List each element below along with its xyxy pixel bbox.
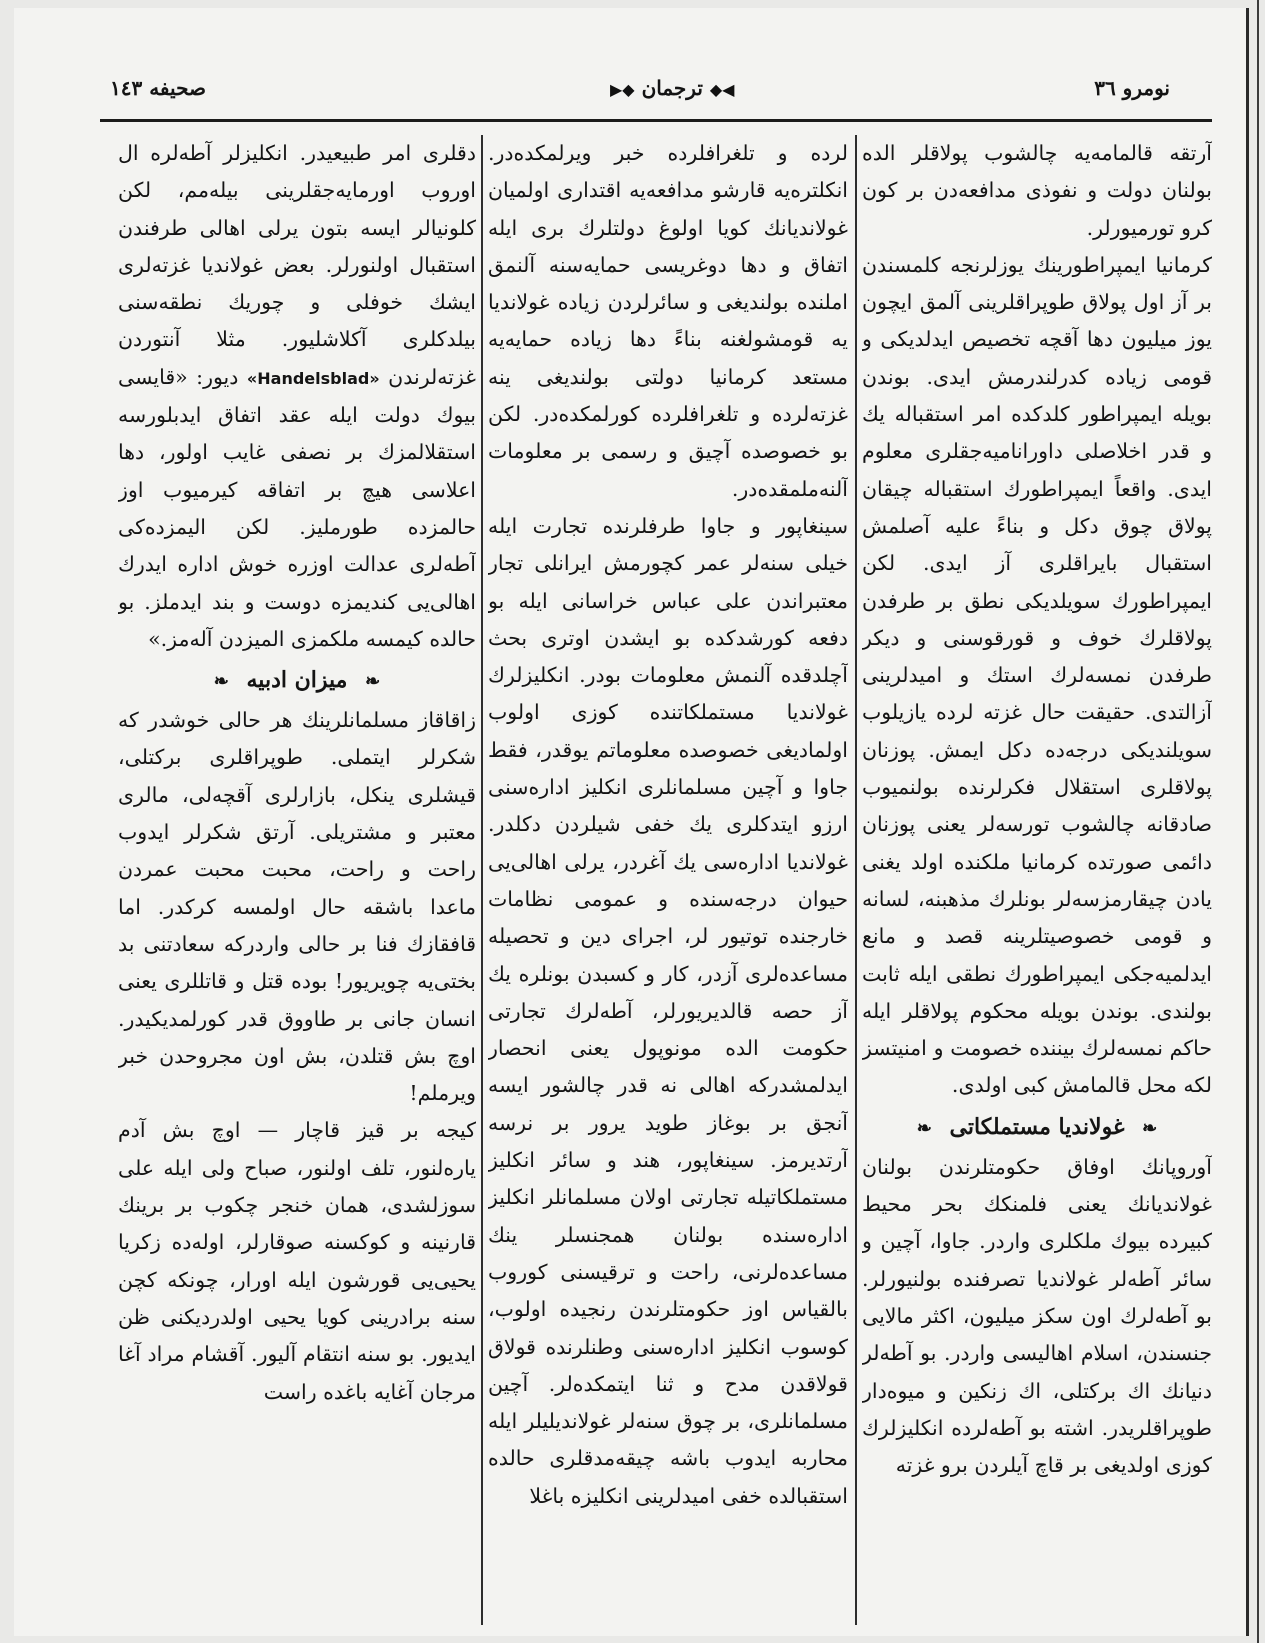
- article-text: ديور: «قايسى بيوك دولت ايله عقد اتفاق ايدبلورسه استقلالمزك بر نصفى غايب اولور، دها اعلاسى هيچ بر اتفاقه كيرميوب اوز حالمزده طورمليز. لكن اليمزده‌كى آطه‌لرى عدالت اوزره خوش اداره ايدرك اهالى‌يى كنديمزه دوست و بند ايدملز. بو حالده كيمسه ملكمزى الميزدن آله‌مز.»: [118, 364, 476, 651]
- article-paragraph: كرمانيا ايمپراطورينك يوزلرنجه كلمسندن بر آز اول پولاق طوپراقلرينى آلمق ايچون يوز ميليون دها آقچه تخصيص ايدلديكى و قومى زياده كدرلندرمش ايدى. بوندن بويله ايمپراطور كلدكده امر استقباله يك و قدر اخلاصلى داوراناميه‌جقلرى معلوم ايدى. واقعاً ايمپراطورك استقباله چيقان پولاق چوق دكل و بناءً عليه آصلمش استقبال بايراقلرى آز ايدى. لكن ايمپراطورك سويلديكى نطق بر طرفدن پولاقلرك خوف و قورقوسنى و ديكر طرفدن نمسه‌لرك استك و اميدلرينى آزالتدى. حقيقت حال غزته لرده يازيلوب سويلنديكى درجه‌ده دكل ايمش. پوزنان پولاقلرى استقلال فكرلرنده بولنميوب صادقانه چالشوب تورسه‌لر يعنى پوزنان دائمى صورتده كرمانيا ملكنده اولد يغنى يادن چيقارمزسه‌لر بونلرك مذهبنه، لسانه و قومى خصوصيتلرينه قصد و مانع ايدلميه‌جكى ايمپراطورك نطقى ايله ثابت بولندى. بوندن بويله محكوم پولاقلر ايله حاكم نمسه‌لرك بيننده خصومت و امنيتسز لكه محل قالمامش كبى اولدى.: [862, 252, 1212, 1098]
- column-middle: [488, 135, 848, 1625]
- section-title: ميزان ادبيه: [246, 667, 348, 694]
- page-edge: [1257, 0, 1259, 1643]
- masthead-title: ترجمان: [641, 76, 703, 100]
- article-paragraph: لرده و تلغرافلرده خبر ويرلمكده‌در. انكلتره‌يه قارشو مدافعه‌يه اقتدارى اولميان غولانديانك كويا اولوغ دولتلرك برى ايله اتفاق و دها دوغريسى حمايه‌سنه آلنمق املنده بولنديغى و سائرلردن زياده غولانديا يه قومشولغنه بناءً دها زياده حمايه‌يه مستعد كرمانيا دولتى بولنديغى ينه غزته‌لرده و تلغرافلرده كورلمكده‌در. لكن بو خصوصده آچيق و رسمى بر معلومات آلنه‌ملمقده‌در.: [488, 141, 848, 501]
- latin-newspaper-name: «Handelsblad»: [246, 368, 380, 388]
- ornament-icon: ❧: [213, 671, 229, 693]
- ornament-icon: ❧: [365, 671, 381, 693]
- article-text: دقلرى امر طبيعيدر. انكليزلر آطه‌لره ال اوروب اورمايه‌جقلرينى بيله‌مم، لكن كلونيالر ايسه بتون يرلى اهالى طرفندن استقبال اولنورلر. بعض غولانديا غزته‌لرى ايشك خوفلى و چوريك نطقه‌سنى بيلدكلرى آكلاشليور. مثلا آنتوردن غزته‌لرندن: [118, 141, 476, 389]
- article-paragraph: سينغاپور و جاوا طرفلرنده تجارت ايله خيلى سنه‌لر عمر كچورمش ايرانلى تجار معتبراندن على عباس خراسانى ايله بو دفعه كورشدكده بو ايشدن اوترى بحث آچلدقده آلنمش معلومات بودر. انكليزلرك غولانديا مستملكاتنده كوزى اولوب اولماديغى خصوصده معلوماتم يوقدر، فقط جاوا و آچين مسلمانلرى انكليز اداره‌سنى ارزو ايتدكلرى يك خفى شيلردن دكلدر. غولانديا اداره‌سى يك آغردر، يرلى اهالى‌يى حيوان درجه‌سنده و عمومى نظامات خارجنده توتيور لر، اجراى دين و تحصيله مساعده‌لرى آزدر، كار و كسبدن بونلره يك آز حصه قالديريورلر، آطه‌لرك تجارتى حكومت الده مونوپول يعنى انحصار ايدلمشدركه اهالى نه قدر چالشور ايسه آنجق بر بوغاز طويد يرور بر نرسه آرتديرمز. سينغاپور، هند و سائر انكليز مستملكاتيله تجارتى اولان مسلمانلر انكليز اداره‌سنده بولنان همجنسلر ينك مساعده‌لرنى، راحت و ترقيسنى كوروب بالقياس اوز حكومتلرندن رنجيده اولوب، كوسوب انكليز اداره‌سنى وطنلرنده قولاق قولاقدن مدح و ثنا ايتمكده‌لر. آچين مسلمانلرى، بر چوق سنه‌لر غولانديليلر ايله محاربه ايدوب باشه چيقه‌مدقلرى حالده استقبالده خفى اميدلرينى انكليزه باغلا: [488, 513, 848, 1508]
- ornament-left-icon: ◀◆: [709, 80, 735, 99]
- issue-number: نومرو ٣٦: [1094, 76, 1170, 100]
- masthead-title-group: [610, 76, 734, 100]
- ornament-right-icon: ◆▶: [610, 80, 635, 99]
- article-paragraph: آرتقه قالمامه‌يه چالشوب پولاقلر الده بولنان دولت و نفوذى مدافعه‌دن بر كون كرو تورميورلر.: [862, 141, 1212, 240]
- section-title: غولانديا مستملكاتى: [949, 1113, 1125, 1140]
- column-divider-right: [855, 135, 857, 1625]
- article-paragraph: زاقاقاز مسلمانلرينك هر حالى خوشدر كه شكرلر ايتملى. طوپراقلرى بركتلى، قيشلرى ينكل، بازارلرى آقچه‌لى، مالرى معتبر و مشتريلى. آرتق شكرلر ايدوب راحت و راحت، محبت محبت عمردن ماعدا باشقه حال اولمسه كركدر. اما قافقازك فنا بر حالى واردركه سعادتنى بد بختى‌يه چويريور! بوده قتل و قاتللرى يعنى انسان جانى بر طاووق قدر كورلمديكيدر. اوچ بش قتلدن، بش اون مجروحدن خبر ويرملم!: [118, 708, 476, 1106]
- column-right: [862, 135, 1212, 1625]
- column-divider-left: [481, 135, 483, 1625]
- section-heading: [862, 1107, 1212, 1147]
- article-paragraph: كيجه بر قيز قاچار — اوچ بش آدم يارەلنور، تلف اولنور، صباح ولى ايله على سوزلشدى، همان خنجر چكوب بر برينك قارنينه و كوكسنه صوقارلر، اولەده زكريا يحيى‌يى قورشون ايله اورار، چونكه كچن سنه برادرينى كويا يحيى اولدرديكنى ظن ايديور. بو سنه انتقام آليور. آقشام مراد آغا مرجان آغايه باغده راست: [118, 1118, 476, 1404]
- page-header: [90, 70, 1210, 120]
- article-paragraph: [118, 135, 476, 658]
- page-number: صحيفه ١٤٣: [110, 76, 206, 100]
- ornament-icon: ❧: [1142, 1117, 1158, 1139]
- section-heading: [118, 660, 476, 700]
- article-paragraph: آوروپانك اوفاق حكومتلرندن بولنان غولانديانك يعنى فلمنكك بحر محيط كبيرده بيوك ملكلرى واردر. جاوا، آچين و سائر آطه‌لر غولانديا تصرفنده بولنيورلر. بو آطه‌لرك اون سكز ميليون، اكثر مالايى جنسندن، اسلام اهاليسى واردر. بو آطه‌لر دنيانك اك بركتلى، اك زنكين و ميوه‌دار طوپراقلريدر. اشته بو آطه‌لرده انكليزلرك كوزى اولديغى بر قاچ آيلردن برو غزته: [862, 1154, 1212, 1478]
- ornament-icon: ❧: [916, 1117, 932, 1139]
- column-left: [118, 135, 476, 1625]
- header-rule: [100, 119, 1212, 122]
